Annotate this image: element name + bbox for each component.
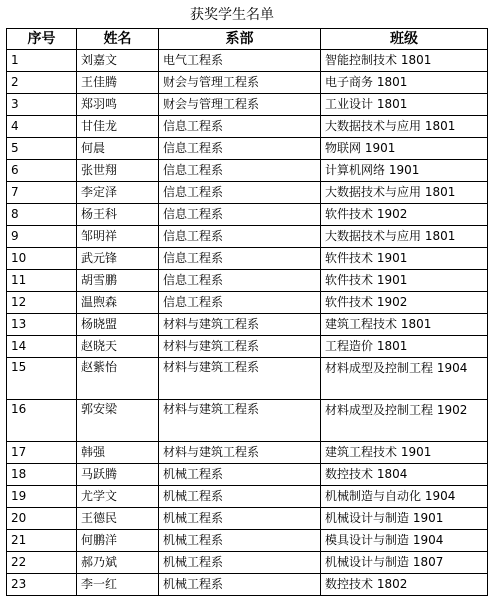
table-row	[7, 94, 488, 116]
cell-class: 机械设计与制造 1901	[321, 508, 488, 530]
cell-dept: 材料与建筑工程系	[159, 336, 321, 358]
cell-name: 甘佳龙	[77, 116, 159, 138]
cell-dept: 材料与建筑工程系	[159, 358, 321, 400]
cell-name: 刘嘉文	[77, 50, 159, 72]
table-row	[7, 292, 488, 314]
table-row	[7, 116, 488, 138]
cell-no: 1	[7, 50, 77, 72]
cell-class: 工程造价 1801	[321, 336, 488, 358]
cell-name: 杨晓盟	[77, 314, 159, 336]
table-row	[7, 464, 488, 486]
table-row	[7, 138, 488, 160]
cell-no: 20	[7, 508, 77, 530]
cell-dept: 机械工程系	[159, 530, 321, 552]
cell-dept: 财会与管理工程系	[159, 72, 321, 94]
document-title: 获奖学生名单	[190, 7, 274, 23]
cell-dept: 机械工程系	[159, 486, 321, 508]
cell-dept: 信息工程系	[159, 226, 321, 248]
table-header-row	[7, 29, 488, 50]
cell-dept: 信息工程系	[159, 138, 321, 160]
table-row	[7, 442, 488, 464]
cell-name: 郝乃斌	[77, 552, 159, 574]
cell-no: 22	[7, 552, 77, 574]
header-class: 班级	[321, 29, 488, 50]
cell-name: 王佳腾	[77, 72, 159, 94]
table-row	[7, 358, 488, 400]
table-row	[7, 226, 488, 248]
table-row	[7, 530, 488, 552]
cell-name: 李一红	[77, 574, 159, 596]
table-row	[7, 486, 488, 508]
cell-name: 王德民	[77, 508, 159, 530]
table-row	[7, 314, 488, 336]
cell-name: 杨王科	[77, 204, 159, 226]
table-row	[7, 204, 488, 226]
cell-name: 郭安梁	[77, 400, 159, 442]
cell-dept: 信息工程系	[159, 292, 321, 314]
cell-class: 软件技术 1902	[321, 292, 488, 314]
cell-name: 赵紫怡	[77, 358, 159, 400]
cell-no: 14	[7, 336, 77, 358]
cell-no: 19	[7, 486, 77, 508]
cell-class: 数控技术 1802	[321, 574, 488, 596]
cell-no: 15	[7, 358, 77, 400]
cell-dept: 材料与建筑工程系	[159, 442, 321, 464]
cell-no: 7	[7, 182, 77, 204]
award-student-table	[6, 28, 488, 596]
table-row	[7, 508, 488, 530]
cell-no: 2	[7, 72, 77, 94]
cell-dept: 材料与建筑工程系	[159, 314, 321, 336]
cell-dept: 信息工程系	[159, 182, 321, 204]
cell-dept: 信息工程系	[159, 248, 321, 270]
cell-name: 胡雪鹏	[77, 270, 159, 292]
cell-no: 5	[7, 138, 77, 160]
cell-no: 3	[7, 94, 77, 116]
cell-no: 8	[7, 204, 77, 226]
table-row	[7, 336, 488, 358]
table-row	[7, 182, 488, 204]
table-row	[7, 72, 488, 94]
cell-class: 物联网 1901	[321, 138, 488, 160]
cell-name: 马跃腾	[77, 464, 159, 486]
cell-class: 智能控制技术 1801	[321, 50, 488, 72]
cell-name: 赵晓天	[77, 336, 159, 358]
cell-no: 13	[7, 314, 77, 336]
table-body	[7, 50, 488, 596]
cell-class: 建筑工程技术 1801	[321, 314, 488, 336]
cell-class: 模具设计与制造 1904	[321, 530, 488, 552]
cell-class: 数控技术 1804	[321, 464, 488, 486]
table-row	[7, 248, 488, 270]
cell-dept: 电气工程系	[159, 50, 321, 72]
cell-class: 软件技术 1902	[321, 204, 488, 226]
cell-no: 10	[7, 248, 77, 270]
cell-no: 17	[7, 442, 77, 464]
cell-name: 张世翔	[77, 160, 159, 182]
table-row	[7, 50, 488, 72]
cell-name: 尤学文	[77, 486, 159, 508]
cell-no: 11	[7, 270, 77, 292]
cell-class: 大数据技术与应用 1801	[321, 182, 488, 204]
cell-class: 机械设计与制造 1807	[321, 552, 488, 574]
cell-class: 材料成型及控制工程 1902	[321, 400, 488, 442]
table-row	[7, 160, 488, 182]
cell-dept: 机械工程系	[159, 508, 321, 530]
cell-class: 软件技术 1901	[321, 248, 488, 270]
cell-dept: 财会与管理工程系	[159, 94, 321, 116]
cell-name: 温煦森	[77, 292, 159, 314]
cell-name: 何鹏洋	[77, 530, 159, 552]
table-row	[7, 574, 488, 596]
cell-dept: 信息工程系	[159, 204, 321, 226]
cell-dept: 信息工程系	[159, 116, 321, 138]
table-row	[7, 270, 488, 292]
cell-name: 韩强	[77, 442, 159, 464]
table-row	[7, 400, 488, 442]
cell-class: 计算机网络 1901	[321, 160, 488, 182]
cell-class: 机械制造与自动化 1904	[321, 486, 488, 508]
cell-name: 李定泽	[77, 182, 159, 204]
cell-name: 邹明祥	[77, 226, 159, 248]
cell-no: 12	[7, 292, 77, 314]
header-name: 姓名	[77, 29, 159, 50]
header-no: 序号	[7, 29, 77, 50]
cell-class: 大数据技术与应用 1801	[321, 116, 488, 138]
cell-no: 16	[7, 400, 77, 442]
cell-class: 材料成型及控制工程 1904	[321, 358, 488, 400]
cell-dept: 材料与建筑工程系	[159, 400, 321, 442]
cell-dept: 机械工程系	[159, 552, 321, 574]
header-dept: 系部	[159, 29, 321, 50]
cell-class: 工业设计 1801	[321, 94, 488, 116]
cell-no: 9	[7, 226, 77, 248]
cell-name: 武元锋	[77, 248, 159, 270]
table-row	[7, 552, 488, 574]
cell-no: 21	[7, 530, 77, 552]
cell-name: 何晨	[77, 138, 159, 160]
cell-dept: 机械工程系	[159, 574, 321, 596]
cell-class: 建筑工程技术 1901	[321, 442, 488, 464]
cell-no: 18	[7, 464, 77, 486]
cell-no: 6	[7, 160, 77, 182]
cell-dept: 信息工程系	[159, 270, 321, 292]
cell-no: 23	[7, 574, 77, 596]
cell-class: 电子商务 1801	[321, 72, 488, 94]
cell-name: 郑羽鸣	[77, 94, 159, 116]
cell-class: 大数据技术与应用 1801	[321, 226, 488, 248]
cell-dept: 信息工程系	[159, 160, 321, 182]
cell-dept: 机械工程系	[159, 464, 321, 486]
cell-no: 4	[7, 116, 77, 138]
cell-class: 软件技术 1901	[321, 270, 488, 292]
